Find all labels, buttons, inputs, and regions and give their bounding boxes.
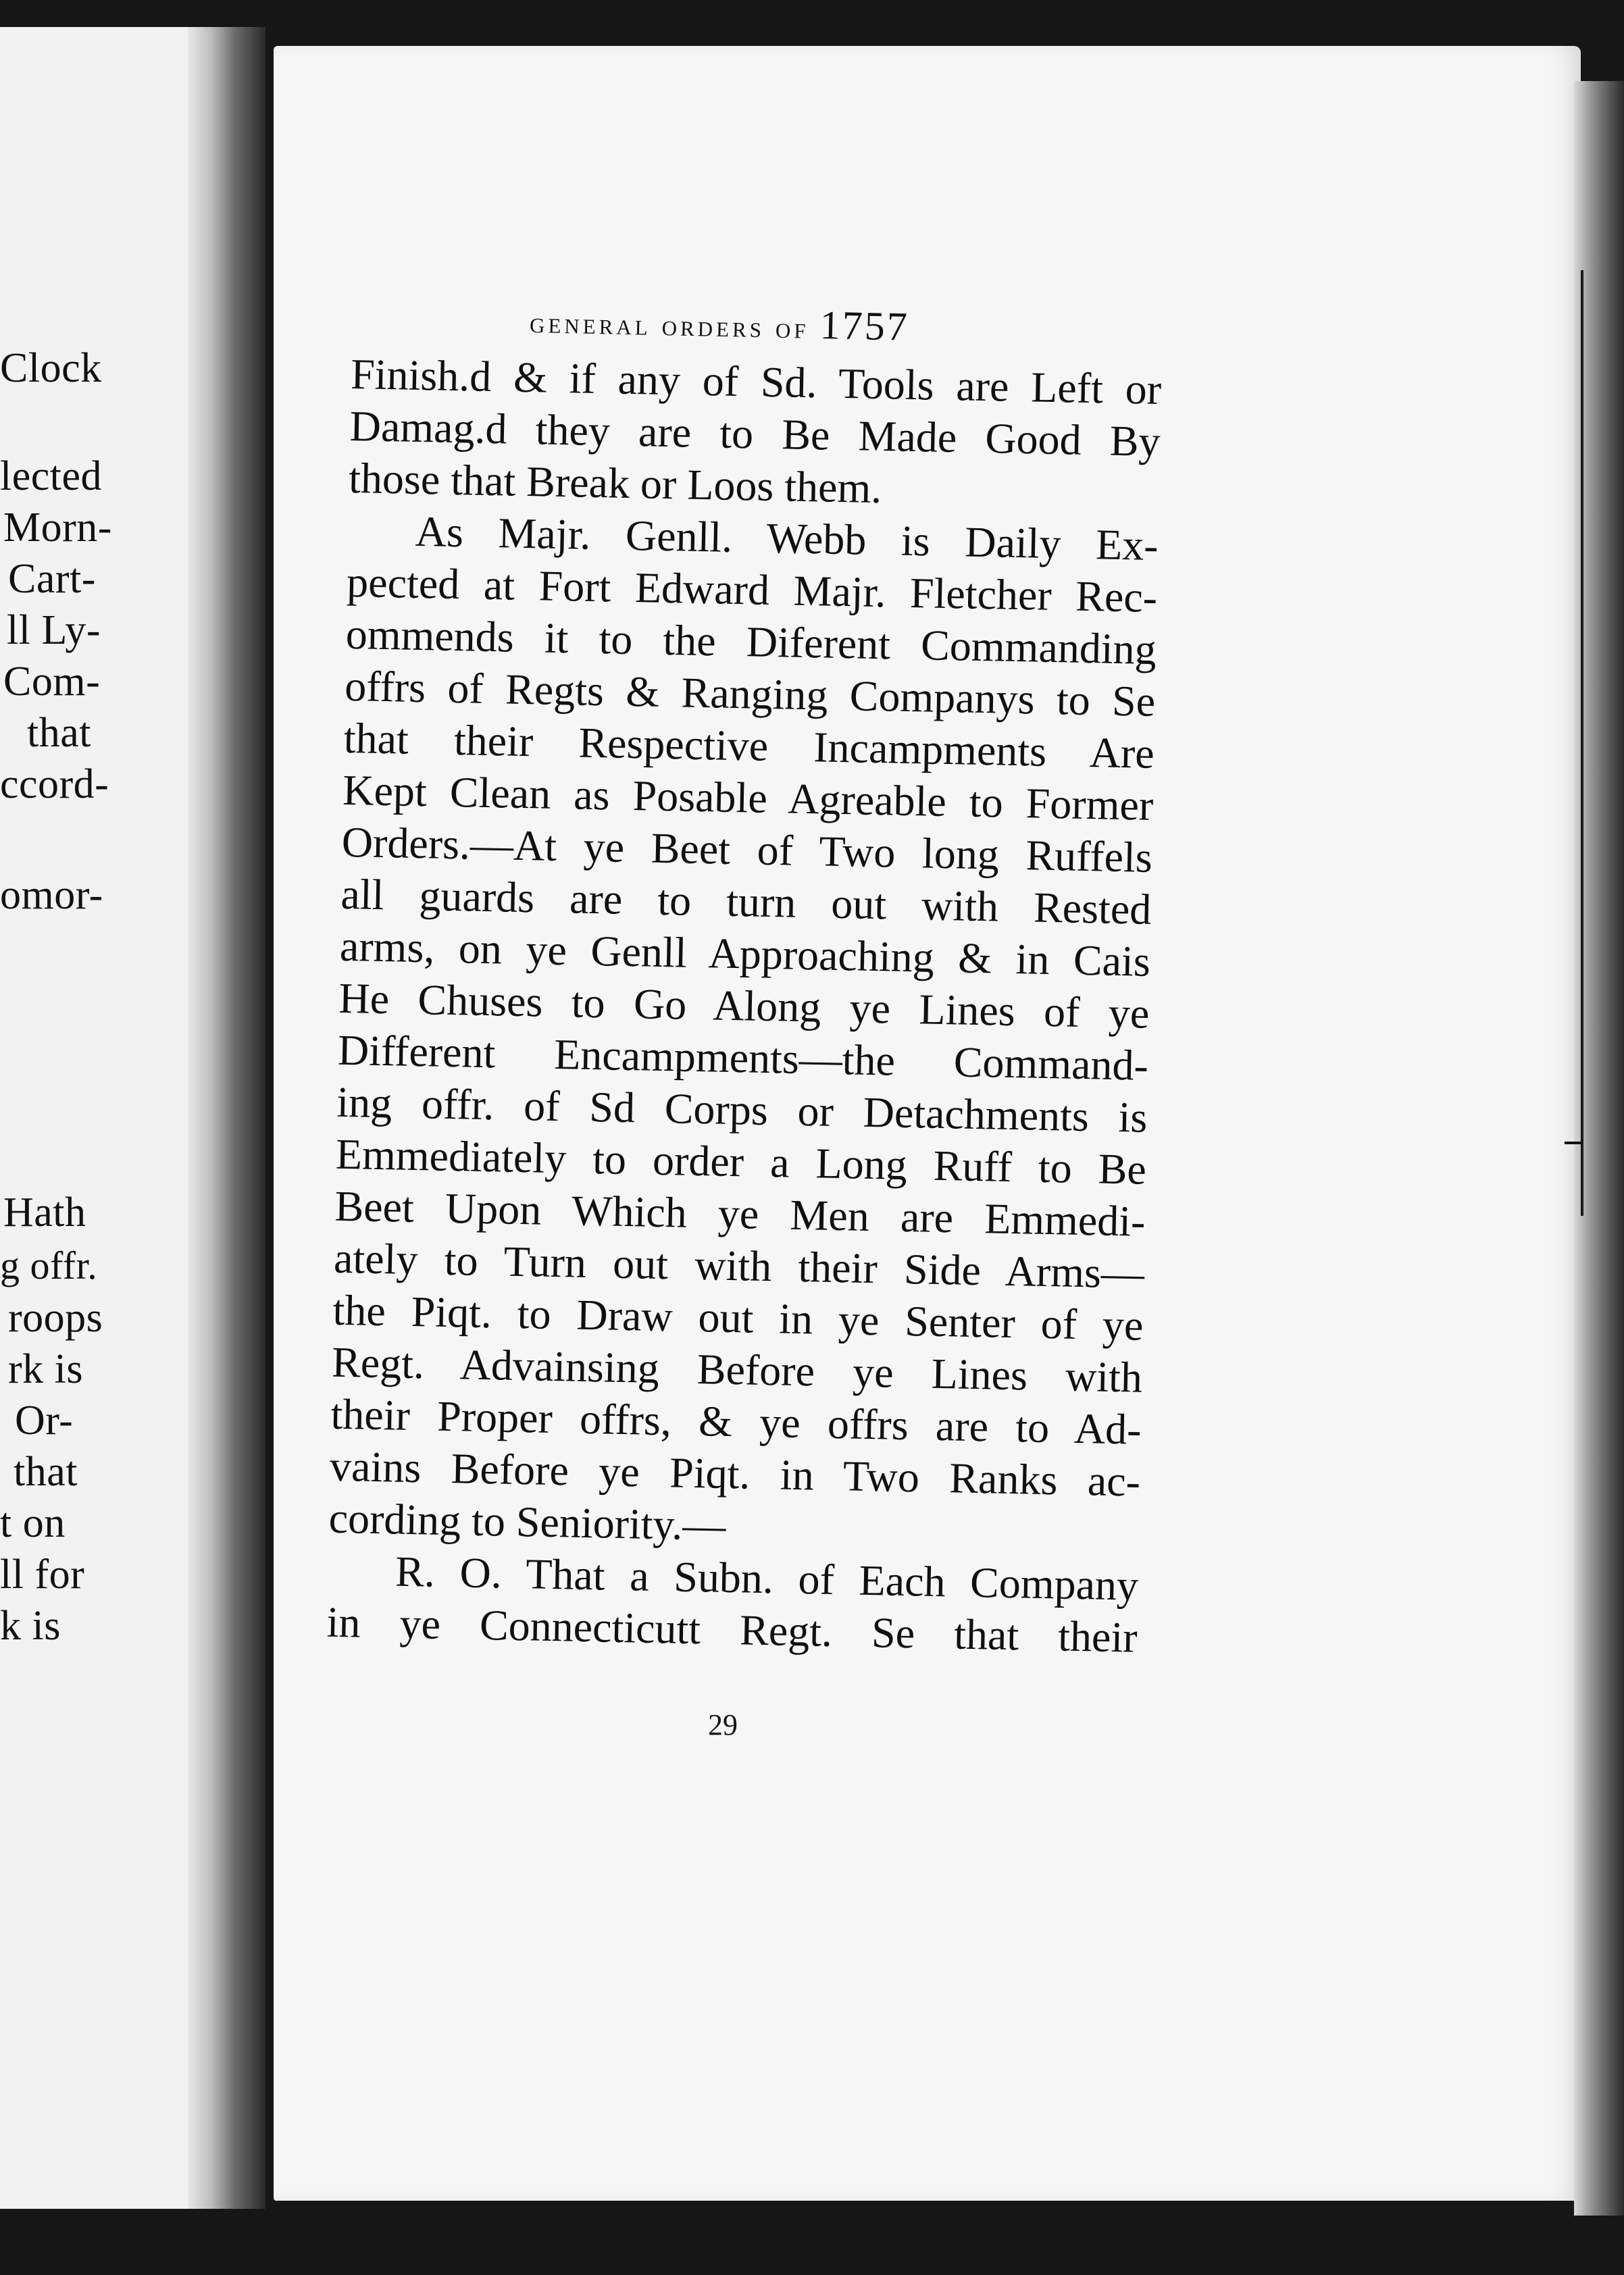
body-text (326, 348, 1162, 1664)
left-fragment: Morn- (3, 505, 112, 551)
left-fragment: that (14, 1449, 78, 1495)
text-line: pected at Fort Edward Majr. Fletcher Rec- (346, 557, 1158, 621)
text-line: He Chuses to Go Along ye Lines of ye (338, 973, 1150, 1038)
page-edge-mark (1565, 1142, 1581, 1144)
book-gutter-shadow (188, 27, 265, 2209)
running-head-title: general orders of (529, 305, 810, 345)
left-fragment: omor- (0, 872, 103, 918)
left-fragment: t on (0, 1500, 66, 1546)
left-fragment: rk is (8, 1346, 83, 1392)
text-line: arms, on ye Genll Approaching & in Cais (339, 921, 1151, 986)
running-head (530, 296, 910, 351)
left-fragment: g offr. (0, 1244, 98, 1287)
text-line: Regt. Advainsing Before ye Lines with (331, 1337, 1143, 1402)
left-fragment: Cart- (8, 556, 96, 602)
left-fragment: Com- (3, 659, 101, 705)
left-fragment: that (27, 710, 91, 756)
left-fragment: roops (8, 1295, 103, 1341)
left-fragment: ll for (0, 1552, 85, 1597)
text-line: cording to Seniority.— (328, 1493, 727, 1550)
left-fragment: ll Ly- (7, 607, 101, 653)
left-fragment: ccord- (0, 761, 109, 807)
text-line: the Piqt. to Draw out in ye Senter of ye (332, 1285, 1144, 1350)
text-line: offrs of Regts & Ranging Companys to Se (344, 661, 1156, 725)
text-line: Damag.d they are to Be Made Good By (349, 401, 1161, 466)
left-fragment: Clock (0, 345, 102, 391)
text-line: ing offr. of Sd Corps or Detachments is (336, 1077, 1148, 1142)
text-line: vains Before ye Piqt. in Two Ranks ac- (329, 1441, 1141, 1506)
page-number: 29 (708, 1708, 738, 1741)
text-line: in ye Connecticutt Regt. Se that their (326, 1597, 1138, 1662)
text-line: Kept Clean as Posable Agreable to Former (342, 765, 1154, 829)
text-line: ately to Turn out with their Side Arms— (333, 1233, 1145, 1298)
text-line: Different Encampments—the Command- (337, 1025, 1149, 1090)
text-line: Finish.d & if any of Sd. Tools are Left or (350, 349, 1162, 414)
page-edge-line (1581, 270, 1583, 1216)
left-fragment: lected (0, 453, 103, 499)
text-line: R. O. That a Subn. of Each Company (395, 1547, 1139, 1610)
text-line: Orders.—At ye Beet of Two long Ruffels (341, 817, 1153, 881)
text-line: that their Respective Incampments Are (343, 713, 1155, 777)
text-line: ommends it to the Diferent Commanding (345, 609, 1157, 673)
running-head-year: 1757 (819, 302, 910, 349)
text-line: Beet Upon Which ye Men are Emmedi- (334, 1181, 1146, 1246)
text-line: their Proper offrs, & ye offrs are to Ad- (330, 1389, 1142, 1454)
text-line: Emmediately to order a Long Ruff to Be (335, 1129, 1147, 1194)
text-line: As Majr. Genll. Webb is Daily Ex- (415, 507, 1159, 569)
left-fragment: Or- (15, 1398, 74, 1443)
text-line: those that Break or Loos them. (348, 453, 882, 513)
text-line: all guards are to turn out with Rested (340, 869, 1152, 934)
left-fragment: k is (0, 1603, 61, 1649)
left-fragment: Hath (3, 1190, 86, 1235)
